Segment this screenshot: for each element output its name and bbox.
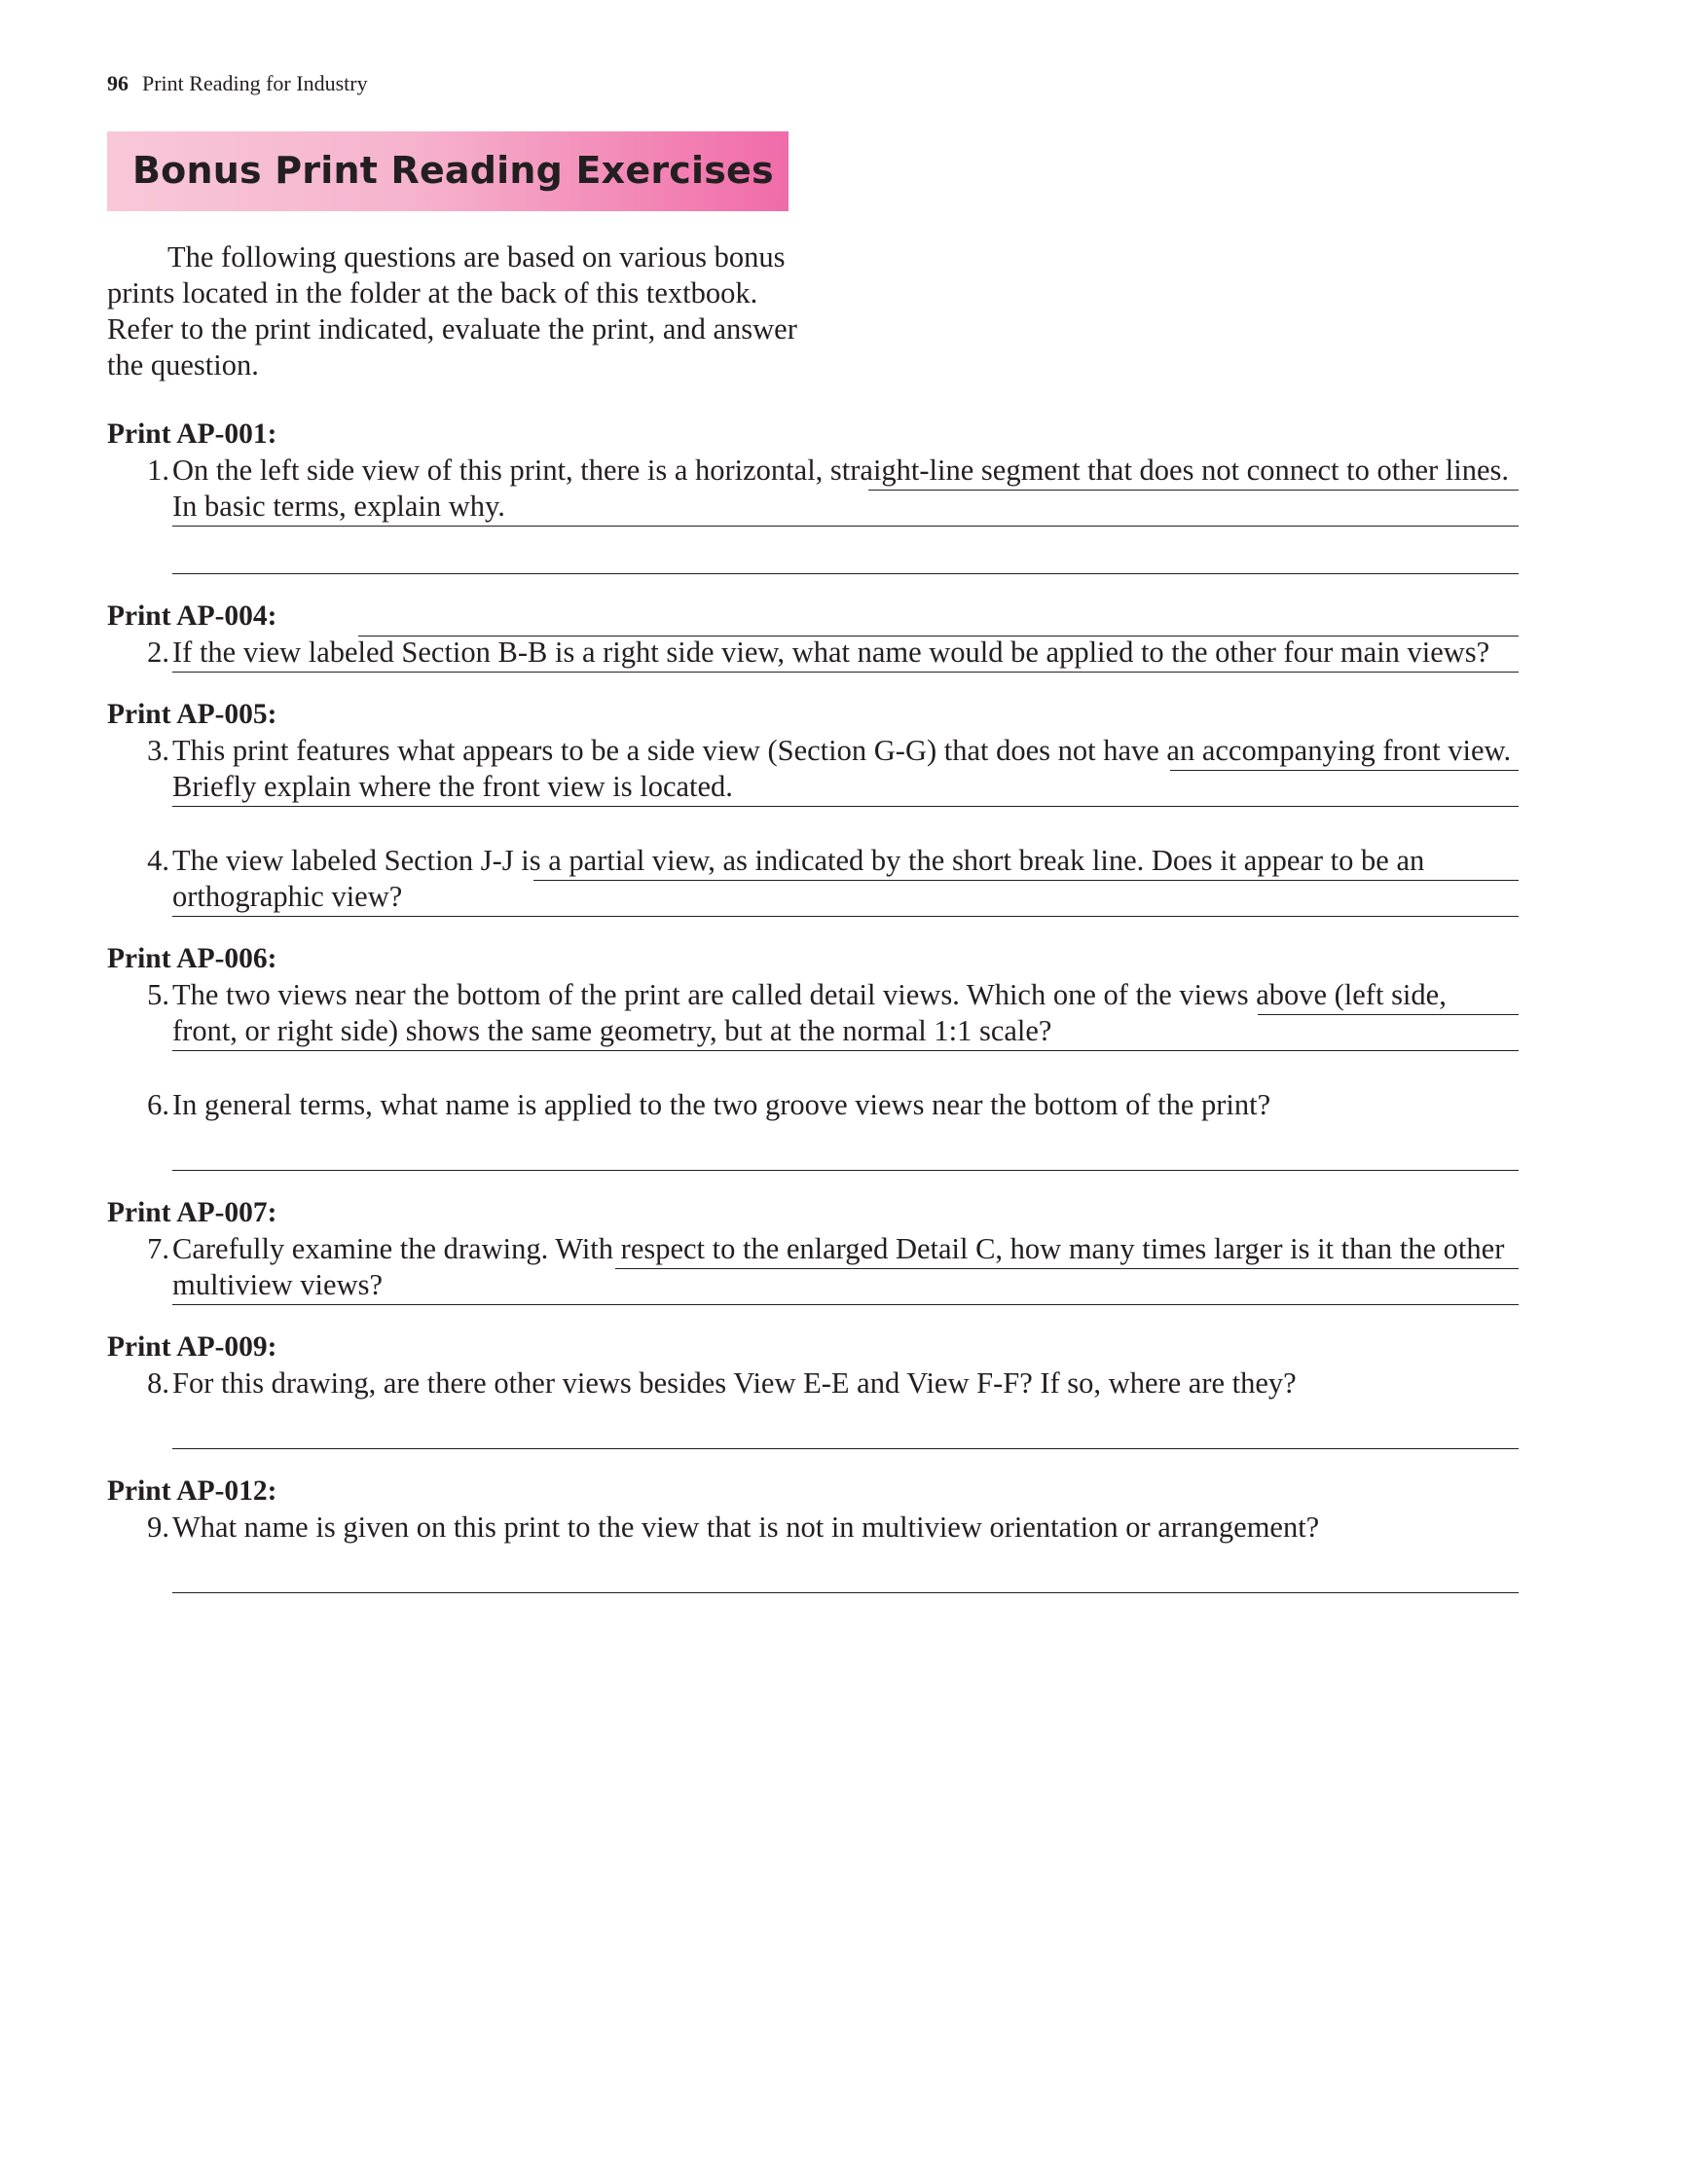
question-text: The two views near the bottom of the print are called detail views. Which one of the views above (left side, front, or right side) shows the same geometry, but at the normal 1:1 scale? bbox=[172, 978, 1447, 1047]
print-heading: Print AP-007: bbox=[107, 1197, 277, 1228]
question-7 bbox=[107, 1231, 1519, 1303]
question-5 bbox=[107, 977, 1519, 1049]
print-group-ap-009 bbox=[107, 1329, 1519, 1449]
print-heading: Print AP-012: bbox=[107, 1475, 277, 1507]
page-number: 96 bbox=[107, 71, 128, 95]
print-heading: Print AP-006: bbox=[107, 943, 277, 974]
question-2 bbox=[107, 635, 1519, 671]
answer-line[interactable] bbox=[172, 1448, 1519, 1449]
exercise-list bbox=[107, 417, 1519, 1593]
print-group-ap-004 bbox=[107, 599, 1519, 673]
answer-line[interactable] bbox=[172, 806, 1519, 807]
question-number: 9. bbox=[147, 1511, 169, 1544]
intro-paragraph: The following questions are based on various bonus prints located in the folder at the back of this textbook. Refer to the print indicated, evaluate the print, and answer the question. bbox=[107, 240, 797, 382]
question-number: 6. bbox=[147, 1088, 169, 1121]
question-text: Carefully examine the drawing. With respect to the enlarged Detail C, how many times larger is it than the other multiview views? bbox=[172, 1232, 1505, 1301]
print-group-ap-007 bbox=[107, 1195, 1519, 1305]
question-text: On the left side view of this print, there is a horizontal, straight-line segment that does not connect to other lines. In basic terms, explain why. bbox=[172, 454, 1510, 523]
question-9 bbox=[107, 1510, 1519, 1546]
print-group-ap-005 bbox=[107, 697, 1519, 917]
print-heading: Print AP-009: bbox=[107, 1331, 277, 1363]
question-6 bbox=[107, 1087, 1519, 1123]
question-text: What name is given on this print to the view that is not in multiview orientation or arrangement? bbox=[172, 1511, 1320, 1544]
book-title: Print Reading for Industry bbox=[142, 71, 368, 95]
answer-line[interactable] bbox=[172, 1592, 1519, 1593]
question-number: 8. bbox=[147, 1366, 169, 1400]
question-1 bbox=[107, 453, 1519, 525]
print-heading: Print AP-004: bbox=[107, 601, 277, 632]
question-text: The view labeled Section J-J is a partial view, as indicated by the short break line. Does it appear to be an orthographic view? bbox=[172, 844, 1425, 913]
print-group-ap-006 bbox=[107, 941, 1519, 1171]
print-heading: Print AP-001: bbox=[107, 419, 277, 450]
answer-line[interactable] bbox=[172, 1050, 1519, 1051]
question-text: This print features what appears to be a side view (Section G-G) that does not have an accompanying front view. Briefly explain where the front view is located. bbox=[172, 734, 1512, 803]
question-number: 4. bbox=[147, 844, 169, 877]
question-text: If the view labeled Section B-B is a right side view, what name would be applied to the other four main views? bbox=[172, 636, 1490, 669]
question-number: 2. bbox=[147, 636, 169, 669]
question-text: In general terms, what name is applied to the two groove views near the bottom of the print? bbox=[172, 1088, 1271, 1121]
answer-line[interactable] bbox=[172, 1170, 1519, 1171]
question-text: For this drawing, are there other views besides View E-E and View F-F? If so, where are they? bbox=[172, 1366, 1297, 1400]
answer-line[interactable] bbox=[172, 916, 1519, 917]
print-group-ap-001 bbox=[107, 417, 1519, 574]
question-8 bbox=[107, 1365, 1519, 1401]
section-title-banner bbox=[107, 131, 789, 211]
answer-line[interactable] bbox=[172, 573, 1519, 574]
section-title: Bonus Print Reading Exercises bbox=[132, 149, 774, 192]
question-number: 5. bbox=[147, 978, 169, 1011]
running-head bbox=[107, 70, 368, 97]
question-number: 1. bbox=[147, 454, 169, 487]
print-group-ap-012 bbox=[107, 1474, 1519, 1593]
question-number: 3. bbox=[147, 734, 169, 767]
question-number: 7. bbox=[147, 1232, 169, 1265]
question-3 bbox=[107, 733, 1519, 805]
print-heading: Print AP-005: bbox=[107, 699, 277, 730]
answer-line[interactable] bbox=[172, 1304, 1519, 1305]
question-4 bbox=[107, 843, 1519, 915]
answer-line[interactable] bbox=[172, 672, 1519, 673]
answer-line[interactable] bbox=[172, 526, 1519, 527]
